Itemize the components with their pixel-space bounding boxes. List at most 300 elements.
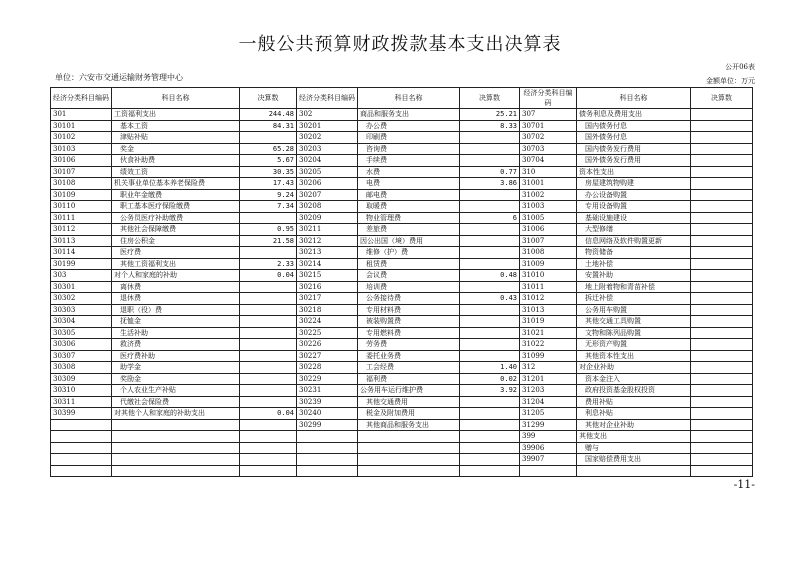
name-cell: 其他支出 <box>577 431 691 443</box>
name-cell <box>358 454 460 466</box>
amount-cell <box>240 212 297 224</box>
table-row <box>51 454 753 466</box>
amount-cell <box>691 235 753 247</box>
code-cell: 30112 <box>51 224 112 236</box>
amount-cell <box>691 304 753 316</box>
name-cell: 政府投资基金股权投资 <box>577 385 691 397</box>
amount-cell <box>460 465 520 477</box>
code-cell: 30702 <box>520 132 577 144</box>
name-cell: 奖金 <box>112 143 240 155</box>
table-row <box>51 293 753 305</box>
name-cell: 代缴社会保险费 <box>112 396 240 408</box>
code-cell: 30217 <box>297 293 358 305</box>
amount-cell: 0.04 <box>240 408 297 420</box>
code-cell: 30108 <box>51 178 112 190</box>
amount-cell: 9.24 <box>240 189 297 201</box>
amount-cell <box>460 224 520 236</box>
amount-cell <box>460 132 520 144</box>
name-cell: 离休费 <box>112 281 240 293</box>
amount-cell <box>691 419 753 431</box>
name-cell: 助学金 <box>112 362 240 374</box>
name-cell: 公务用车购置 <box>577 304 691 316</box>
amount-cell <box>460 201 520 213</box>
table-row <box>51 327 753 339</box>
code-cell: 30311 <box>51 396 112 408</box>
amount-cell <box>460 408 520 420</box>
code-cell: 30106 <box>51 155 112 167</box>
code-cell: 30399 <box>51 408 112 420</box>
name-cell: 公务员医疗补助缴费 <box>112 212 240 224</box>
code-cell: 30301 <box>51 281 112 293</box>
amount-cell: 3.92 <box>460 385 520 397</box>
code-cell: 301 <box>51 109 112 121</box>
name-cell: 土地补偿 <box>577 258 691 270</box>
name-cell: 其他社会保障缴费 <box>112 224 240 236</box>
table-row <box>51 385 753 397</box>
table-row <box>51 166 753 178</box>
table-row <box>51 339 753 351</box>
amount-cell <box>691 465 753 477</box>
expenditure-table <box>50 87 753 477</box>
name-cell: 工资福利支出 <box>112 109 240 121</box>
page-number: -11- <box>733 478 755 491</box>
amount-cell <box>460 442 520 454</box>
name-cell: 物业管理费 <box>358 212 460 224</box>
code-cell: 31012 <box>520 293 577 305</box>
code-cell: 30204 <box>297 155 358 167</box>
table-row <box>51 235 753 247</box>
amount-cell: 65.28 <box>240 143 297 155</box>
code-cell: 30309 <box>51 373 112 385</box>
code-cell: 30203 <box>297 143 358 155</box>
code-cell <box>520 465 577 477</box>
name-cell: 机关事业单位基本养老保险费 <box>112 178 240 190</box>
name-cell: 专用燃料费 <box>358 327 460 339</box>
table-row <box>51 465 753 477</box>
code-cell: 399 <box>520 431 577 443</box>
name-cell: 公务接待费 <box>358 293 460 305</box>
code-cell: 30101 <box>51 120 112 132</box>
code-cell <box>297 454 358 466</box>
table-row <box>51 442 753 454</box>
amount-cell <box>691 143 753 155</box>
name-cell: 医疗费 <box>112 247 240 259</box>
code-cell <box>51 465 112 477</box>
amount-cell: 17.43 <box>240 178 297 190</box>
code-cell <box>51 419 112 431</box>
amount-cell <box>691 247 753 259</box>
name-cell: 其他商品和服务支出 <box>358 419 460 431</box>
code-cell: 31007 <box>520 235 577 247</box>
amount-cell: 8.33 <box>460 120 520 132</box>
amount-cell <box>240 419 297 431</box>
amount-cell <box>460 155 520 167</box>
name-cell: 其他交通费用 <box>358 396 460 408</box>
amount-cell <box>240 293 297 305</box>
name-cell: 费用补贴 <box>577 396 691 408</box>
code-cell: 39907 <box>520 454 577 466</box>
name-cell: 拆迁补偿 <box>577 293 691 305</box>
name-cell: 国外债务发行费用 <box>577 155 691 167</box>
amount-cell <box>460 304 520 316</box>
table-row <box>51 419 753 431</box>
table-row <box>51 224 753 236</box>
amount-cell: 7.34 <box>240 201 297 213</box>
amount-cell <box>691 281 753 293</box>
code-cell: 30110 <box>51 201 112 213</box>
code-cell: 31205 <box>520 408 577 420</box>
name-cell <box>577 465 691 477</box>
code-cell: 39906 <box>520 442 577 454</box>
code-cell: 31022 <box>520 339 577 351</box>
name-cell <box>112 454 240 466</box>
name-cell: 办公费 <box>358 120 460 132</box>
code-cell: 30109 <box>51 189 112 201</box>
amount-cell <box>460 143 520 155</box>
header-code: 经济分类科目编码 <box>520 88 577 109</box>
table-row <box>51 396 753 408</box>
name-cell: 津贴补贴 <box>112 132 240 144</box>
name-cell: 无形资产购置 <box>577 339 691 351</box>
amount-cell <box>691 270 753 282</box>
amount-cell: 0.04 <box>240 270 297 282</box>
code-cell: 31010 <box>520 270 577 282</box>
code-cell <box>51 442 112 454</box>
code-cell: 30218 <box>297 304 358 316</box>
name-cell: 个人农业生产补贴 <box>112 385 240 397</box>
amount-cell <box>691 454 753 466</box>
amount-cell <box>240 281 297 293</box>
amount-cell <box>691 293 753 305</box>
name-cell: 房屋建筑物购建 <box>577 178 691 190</box>
table-row <box>51 362 753 374</box>
code-cell: 30107 <box>51 166 112 178</box>
amount-cell <box>460 247 520 259</box>
name-cell: 抚恤金 <box>112 316 240 328</box>
amount-cell <box>240 442 297 454</box>
name-cell <box>112 419 240 431</box>
table-row <box>51 350 753 362</box>
code-cell: 30224 <box>297 316 358 328</box>
header-amount: 决算数 <box>691 88 753 109</box>
code-cell: 30703 <box>520 143 577 155</box>
code-cell: 30209 <box>297 212 358 224</box>
table-row <box>51 281 753 293</box>
amount-cell: 5.67 <box>240 155 297 167</box>
amount-cell <box>691 339 753 351</box>
code-cell: 31011 <box>520 281 577 293</box>
amount-cell <box>240 431 297 443</box>
amount-cell <box>240 465 297 477</box>
name-cell: 退休费 <box>112 293 240 305</box>
name-cell: 专用设备购置 <box>577 201 691 213</box>
code-cell: 30102 <box>51 132 112 144</box>
amount-cell <box>240 373 297 385</box>
name-cell <box>112 442 240 454</box>
code-cell: 31003 <box>520 201 577 213</box>
amount-cell <box>240 132 297 144</box>
amount-cell <box>240 327 297 339</box>
code-cell: 31002 <box>520 189 577 201</box>
name-cell: 债务利息及费用支出 <box>577 109 691 121</box>
name-cell: 福利费 <box>358 373 460 385</box>
name-cell: 国内债务发行费用 <box>577 143 691 155</box>
code-cell: 30304 <box>51 316 112 328</box>
code-cell: 30113 <box>51 235 112 247</box>
code-cell: 30103 <box>51 143 112 155</box>
unit-label: 单位：六安市交通运输财务管理中心 <box>55 73 183 82</box>
amount-cell: 84.31 <box>240 120 297 132</box>
code-cell: 31204 <box>520 396 577 408</box>
name-cell: 医疗费补助 <box>112 350 240 362</box>
amount-cell <box>460 258 520 270</box>
amount-cell <box>460 327 520 339</box>
amount-cell <box>240 247 297 259</box>
code-cell: 31099 <box>520 350 577 362</box>
name-cell: 生活补助 <box>112 327 240 339</box>
code-cell: 30211 <box>297 224 358 236</box>
amount-cell <box>691 109 753 121</box>
code-cell: 302 <box>297 109 358 121</box>
amount-cell: 0.48 <box>460 270 520 282</box>
code-cell: 30228 <box>297 362 358 374</box>
amount-cell: 6 <box>460 212 520 224</box>
amount-cell: 3.86 <box>460 178 520 190</box>
table-row <box>51 247 753 259</box>
name-cell: 税金及附加费用 <box>358 408 460 420</box>
amount-cell: 30.35 <box>240 166 297 178</box>
amount-cell <box>691 178 753 190</box>
name-cell: 职工基本医疗保险缴费 <box>112 201 240 213</box>
amount-cell <box>691 350 753 362</box>
table-row <box>51 109 753 121</box>
code-cell: 30704 <box>520 155 577 167</box>
name-cell: 赠与 <box>577 442 691 454</box>
code-cell: 30229 <box>297 373 358 385</box>
amount-cell <box>240 362 297 374</box>
form-number: 公开06表 <box>725 63 755 71</box>
header-code: 经济分类科目编码 <box>297 88 358 109</box>
amount-cell <box>691 189 753 201</box>
amount-cell <box>460 431 520 443</box>
amount-cell <box>691 166 753 178</box>
name-cell <box>358 442 460 454</box>
name-cell: 商品和服务支出 <box>358 109 460 121</box>
code-cell: 312 <box>520 362 577 374</box>
amount-cell <box>691 362 753 374</box>
amount-cell <box>240 304 297 316</box>
name-cell: 其他资本性支出 <box>577 350 691 362</box>
amount-cell <box>691 132 753 144</box>
code-cell: 31008 <box>520 247 577 259</box>
name-cell: 维修（护）费 <box>358 247 460 259</box>
table-row <box>51 316 753 328</box>
name-cell: 取暖费 <box>358 201 460 213</box>
name-cell: 租赁费 <box>358 258 460 270</box>
code-cell: 30212 <box>297 235 358 247</box>
code-cell: 30225 <box>297 327 358 339</box>
amount-cell: 25.21 <box>460 109 520 121</box>
amount-cell <box>691 396 753 408</box>
table-row <box>51 143 753 155</box>
name-cell: 会议费 <box>358 270 460 282</box>
name-cell <box>112 431 240 443</box>
code-cell: 31019 <box>520 316 577 328</box>
name-cell: 住房公积金 <box>112 235 240 247</box>
name-cell: 伙食补助费 <box>112 155 240 167</box>
name-cell: 培训费 <box>358 281 460 293</box>
name-cell: 国外债务付息 <box>577 132 691 144</box>
amount-cell <box>460 316 520 328</box>
name-cell: 差旅费 <box>358 224 460 236</box>
amount-cell <box>240 316 297 328</box>
table-row <box>51 258 753 270</box>
name-cell: 电费 <box>358 178 460 190</box>
name-cell <box>358 431 460 443</box>
name-cell: 公务用车运行维护费 <box>358 385 460 397</box>
table-row <box>51 212 753 224</box>
amount-cell <box>240 339 297 351</box>
code-cell: 30213 <box>297 247 358 259</box>
name-cell: 地上附着物和青苗补偿 <box>577 281 691 293</box>
amount-cell <box>691 155 753 167</box>
name-cell: 大型修缮 <box>577 224 691 236</box>
amount-cell <box>240 350 297 362</box>
name-cell: 物资储备 <box>577 247 691 259</box>
name-cell: 救济费 <box>112 339 240 351</box>
amount-cell <box>460 454 520 466</box>
name-cell: 资本性支出 <box>577 166 691 178</box>
amount-cell <box>691 120 753 132</box>
code-cell: 30302 <box>51 293 112 305</box>
name-cell: 利息补贴 <box>577 408 691 420</box>
table-row <box>51 201 753 213</box>
code-cell: 30114 <box>51 247 112 259</box>
header-amount: 决算数 <box>240 88 297 109</box>
code-cell: 30201 <box>297 120 358 132</box>
amount-cell <box>460 339 520 351</box>
amount-cell <box>691 408 753 420</box>
table-row <box>51 373 753 385</box>
name-cell: 水费 <box>358 166 460 178</box>
amount-cell <box>240 385 297 397</box>
amount-cell: 21.58 <box>240 235 297 247</box>
amount-cell <box>240 454 297 466</box>
amount-cell <box>691 373 753 385</box>
table-row <box>51 304 753 316</box>
code-cell: 30208 <box>297 201 358 213</box>
amount-cell: 0.95 <box>240 224 297 236</box>
name-cell: 其他交通工具购置 <box>577 316 691 328</box>
code-cell: 31201 <box>520 373 577 385</box>
code-cell: 31021 <box>520 327 577 339</box>
name-cell: 因公出国（境）费用 <box>358 235 460 247</box>
code-cell <box>51 431 112 443</box>
amount-cell <box>691 224 753 236</box>
code-cell: 30299 <box>297 419 358 431</box>
code-cell: 31299 <box>520 419 577 431</box>
name-cell <box>358 465 460 477</box>
code-cell: 30303 <box>51 304 112 316</box>
header-name: 科目名称 <box>358 88 460 109</box>
amount-cell: 0.02 <box>460 373 520 385</box>
name-cell: 退职（役）费 <box>112 304 240 316</box>
amount-cell <box>691 385 753 397</box>
name-cell: 工会经费 <box>358 362 460 374</box>
amount-cell <box>691 201 753 213</box>
amount-cell <box>460 396 520 408</box>
header-amount: 决算数 <box>460 88 520 109</box>
table-row <box>51 178 753 190</box>
code-cell: 30308 <box>51 362 112 374</box>
code-cell <box>297 442 358 454</box>
code-cell: 30226 <box>297 339 358 351</box>
code-cell: 30199 <box>51 258 112 270</box>
amount-cell <box>240 396 297 408</box>
name-cell: 国内债务付息 <box>577 120 691 132</box>
name-cell: 绩效工资 <box>112 166 240 178</box>
amount-cell <box>691 442 753 454</box>
name-cell: 安置补助 <box>577 270 691 282</box>
name-cell: 文物和陈列品购置 <box>577 327 691 339</box>
code-cell: 30205 <box>297 166 358 178</box>
money-unit-label: 金额单位：万元 <box>706 77 755 85</box>
code-cell <box>297 431 358 443</box>
name-cell: 国家赔偿费用支出 <box>577 454 691 466</box>
code-cell: 30202 <box>297 132 358 144</box>
header-code: 经济分类科目编码 <box>51 88 112 109</box>
name-cell: 劳务费 <box>358 339 460 351</box>
table-row <box>51 408 753 420</box>
amount-cell <box>691 327 753 339</box>
table-row <box>51 132 753 144</box>
name-cell: 对个人和家庭的补助 <box>112 270 240 282</box>
table-row <box>51 189 753 201</box>
amount-cell <box>691 431 753 443</box>
code-cell: 30216 <box>297 281 358 293</box>
amount-cell <box>460 235 520 247</box>
code-cell: 30206 <box>297 178 358 190</box>
table-row <box>51 270 753 282</box>
code-cell <box>51 454 112 466</box>
name-cell: 咨询费 <box>358 143 460 155</box>
name-cell: 办公设备购置 <box>577 189 691 201</box>
code-cell: 303 <box>51 270 112 282</box>
name-cell: 基本工资 <box>112 120 240 132</box>
table-row <box>51 155 753 167</box>
name-cell <box>112 465 240 477</box>
header-name: 科目名称 <box>112 88 240 109</box>
name-cell: 手续费 <box>358 155 460 167</box>
table-row <box>51 431 753 443</box>
code-cell: 30305 <box>51 327 112 339</box>
name-cell: 专用材料费 <box>358 304 460 316</box>
code-cell: 31009 <box>520 258 577 270</box>
amount-cell: 1.40 <box>460 362 520 374</box>
name-cell: 资本金注入 <box>577 373 691 385</box>
amount-cell <box>691 212 753 224</box>
table-header-row <box>51 88 753 109</box>
code-cell: 30231 <box>297 385 358 397</box>
name-cell: 被装购置费 <box>358 316 460 328</box>
page-title: 一般公共预算财政拨款基本支出决算表 <box>238 34 562 55</box>
code-cell <box>297 465 358 477</box>
amount-cell <box>460 281 520 293</box>
amount-cell: 0.43 <box>460 293 520 305</box>
name-cell: 委托业务费 <box>358 350 460 362</box>
amount-cell <box>460 189 520 201</box>
code-cell: 30239 <box>297 396 358 408</box>
